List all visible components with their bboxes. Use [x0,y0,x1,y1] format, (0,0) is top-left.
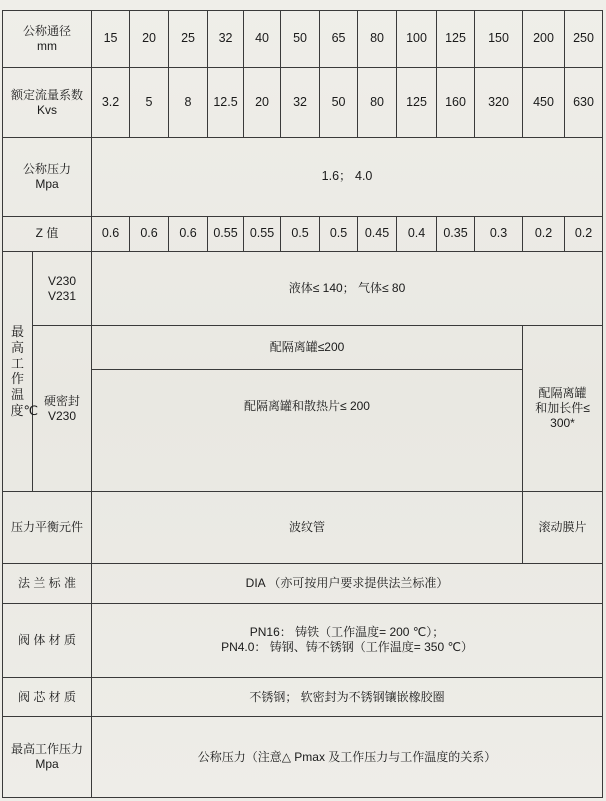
label-balance-element: 压力平衡元件 [3,491,92,563]
cell-value: 25 [169,11,208,68]
cell-value: 3.2 [92,67,130,137]
cell-value: 0.4 [397,216,437,251]
cell-value: 200 [523,11,565,68]
row-body-material [3,603,603,677]
label-flange-standard: 法 兰 标 准 [3,564,92,603]
nominal-pressure-value: 1.6； 4.0 [92,138,603,217]
row-nominal-pressure [3,138,603,217]
cell-value: 0.5 [320,216,358,251]
cell-value: 160 [437,67,475,137]
cell-value: 0.6 [169,216,208,251]
cell-value: 0.55 [244,216,281,251]
cell-value: 20 [130,11,169,68]
cell-value: 0.6 [92,216,130,251]
cell-value: 0.3 [475,216,523,251]
balance-value-2: 滚动膜片 [523,491,603,563]
label-nominal-pressure: 公称压力 Mpa [3,138,92,217]
cell-value: 0.6 [130,216,169,251]
row-flange-standard [3,564,603,603]
cell-value: 20 [244,67,281,137]
cell-value: 125 [397,67,437,137]
cell-value: 65 [320,11,358,68]
cell-value: 15 [92,11,130,68]
row-temp-hard-3 [3,444,603,492]
hard-seal-blank [92,444,523,492]
row-nominal-diameter [3,11,603,68]
hard-seal-value-2: 配隔离罐和散热片≤ 200 [92,369,523,443]
cell-value: 150 [475,11,523,68]
v230-temp-value: 液体≤ 140； 气体≤ 80 [92,251,603,325]
row-kvs [3,67,603,137]
hard-seal-value-3: 配隔离罐 和加长件≤ 300* [523,326,603,491]
cell-value: 0.5 [281,216,320,251]
label-z-value: Z 值 [3,216,92,251]
spec-table [2,10,603,798]
label-plug-material: 阀 芯 材 质 [3,677,92,716]
cell-value: 450 [523,67,565,137]
cell-value: 50 [281,11,320,68]
cell-value: 32 [281,67,320,137]
cell-value: 80 [358,11,397,68]
cell-value: 80 [358,67,397,137]
cell-value: 0.2 [565,216,603,251]
cell-value: 32 [208,11,244,68]
row-plug-material [3,677,603,716]
cell-value: 8 [169,67,208,137]
cell-value: 0.35 [437,216,475,251]
cell-value: 0.45 [358,216,397,251]
row-z-value [3,216,603,251]
row-temp-hard-2 [3,369,603,443]
label-max-pressure: 最高工作压力 Mpa [3,717,92,798]
row-max-pressure [3,717,603,798]
cell-value: 125 [437,11,475,68]
cell-value: 0.55 [208,216,244,251]
plug-material-value: 不锈钢； 软密封为不锈钢镶嵌橡胶圈 [92,677,603,716]
cell-value: 50 [320,67,358,137]
cell-value: 630 [565,67,603,137]
label-kvs: 额定流量系数 Kvs [3,67,92,137]
cell-value: 320 [475,67,523,137]
cell-value: 5 [130,67,169,137]
label-nominal-diameter: 公称通径 mm [3,11,92,68]
label-body-material: 阀 体 材 质 [3,603,92,677]
row-temp-hard-1 [3,326,603,369]
cell-value: 40 [244,11,281,68]
max-pressure-value: 公称压力（注意△ Pmax 及工作压力与工作温度的关系） [92,717,603,798]
row-temp-v230 [3,251,603,325]
label-v230-v231: V230 V231 [33,251,92,325]
row-balance-element [3,491,603,563]
cell-value: 100 [397,11,437,68]
label-max-temp: 最高工作温度℃ [3,251,33,491]
label-hard-seal: 硬密封 V230 [33,326,92,491]
cell-value: 250 [565,11,603,68]
hard-seal-value-1: 配隔离罐≤200 [92,326,523,369]
cell-value: 12.5 [208,67,244,137]
balance-value-1: 波纹管 [92,491,523,563]
cell-value: 0.2 [523,216,565,251]
flange-standard-value: DIA （亦可按用户要求提供法兰标准） [92,564,603,603]
body-material-value: PN16： 铸铁（工作温度= 200 ℃）； PN4.0： 铸钢、铸不锈钢（工作温度= 350 ℃） [92,603,603,677]
